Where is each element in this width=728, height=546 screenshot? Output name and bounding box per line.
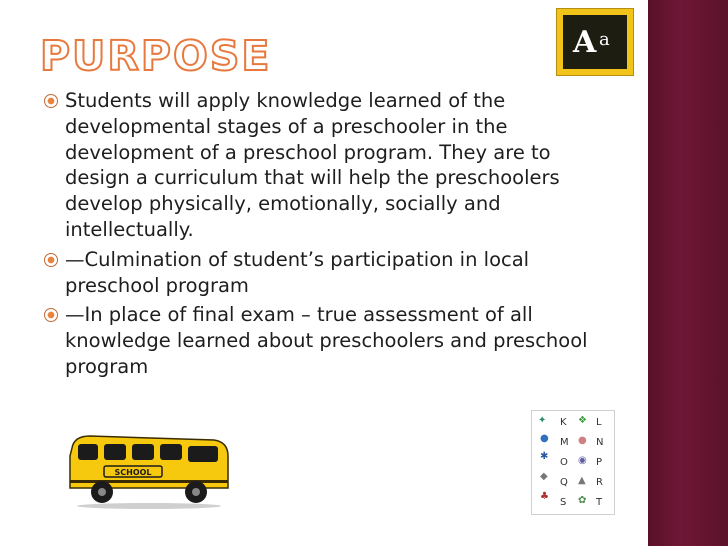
- alphabet-card-image: [531, 410, 615, 515]
- animal-icon: ▲: [578, 475, 586, 486]
- bullet-item: [44, 88, 612, 243]
- bullet-item: [44, 302, 612, 379]
- letter: K: [560, 417, 567, 428]
- bullet-list: [44, 88, 612, 384]
- letter: Q: [560, 477, 568, 488]
- animal-icon: ✿: [578, 495, 587, 506]
- bullet-icon: [44, 94, 58, 108]
- bullet-text: —Culmination of student’s participation in local preschool program: [65, 247, 530, 297]
- letter: S: [560, 497, 567, 508]
- letter: N: [596, 437, 604, 448]
- letter: R: [596, 477, 603, 488]
- chalkboard-letter-upper: A: [573, 25, 597, 60]
- bullet-text: Students will apply knowledge learned of the developmental stages of a preschooler in the development of a preschool program. They are to design a curriculum that will help the preschoolers develop physically, emotionally, socially and intellectually.: [65, 89, 560, 241]
- animal-icon: ✦: [538, 415, 547, 426]
- slide-title: PURPOSE: [40, 32, 272, 80]
- letter: O: [560, 457, 568, 468]
- letter: T: [596, 497, 603, 508]
- chalkboard-aa-image: [556, 8, 634, 76]
- animal-icon: ✱: [540, 451, 549, 462]
- letter: L: [596, 417, 602, 428]
- bullet-text: —In place of final exam – true assessment of all knowledge learned about preschoolers and preschool program: [65, 303, 588, 378]
- animal-icon: ◉: [578, 455, 587, 466]
- bus-sign-text: SCHOOL: [114, 468, 152, 477]
- decorative-side-band: [648, 0, 728, 546]
- bullet-icon: [44, 308, 58, 322]
- chalkboard-letter-lower: a: [599, 29, 610, 50]
- animal-icon: ●: [578, 435, 587, 446]
- letter: P: [596, 457, 603, 468]
- animal-icon: ❖: [578, 415, 587, 426]
- animal-icon: ♣: [540, 491, 549, 502]
- bullet-item: [44, 247, 612, 299]
- bullet-icon: [44, 253, 58, 267]
- animal-icon: ◆: [540, 471, 548, 482]
- school-bus-image: [64, 430, 234, 510]
- letter: M: [560, 437, 569, 448]
- animal-icon: ●: [540, 433, 549, 444]
